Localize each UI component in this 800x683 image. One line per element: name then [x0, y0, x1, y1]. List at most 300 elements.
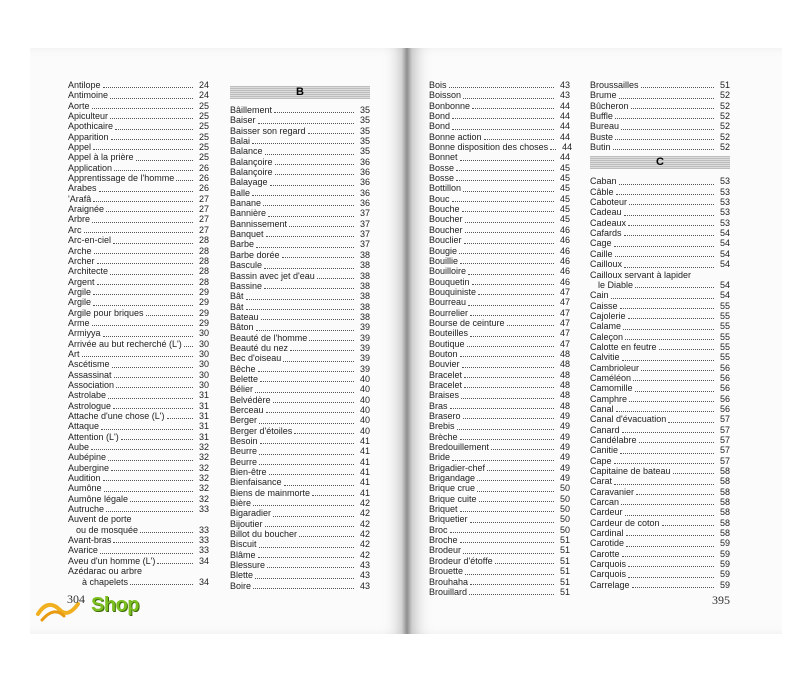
dot-leader — [450, 408, 554, 409]
index-term: Caille — [590, 248, 613, 259]
index-entry — [68, 442, 209, 452]
index-page-number: 27 — [198, 204, 209, 215]
index-page-number: 27 — [198, 214, 209, 225]
index-entry — [230, 136, 370, 146]
index-page-number: 25 — [198, 121, 209, 132]
dot-leader — [184, 346, 193, 347]
dot-leader — [622, 360, 714, 361]
dot-leader — [467, 346, 554, 347]
index-entry — [590, 121, 730, 131]
index-entry — [230, 239, 370, 249]
index-entry — [230, 260, 370, 270]
index-term: Bouquiniste — [429, 286, 477, 297]
index-entry — [68, 390, 209, 400]
index-page-number: 25 — [198, 152, 209, 163]
index-page-number: 32 — [198, 462, 209, 473]
index-term: Belette — [230, 373, 259, 384]
index-page-number: 25 — [198, 100, 209, 111]
index-term: Calotte en feutre — [590, 341, 657, 352]
index-entry — [429, 277, 570, 287]
dot-leader — [93, 149, 193, 150]
index-term: Bourrelier — [429, 307, 469, 318]
index-page-number: 46 — [559, 224, 570, 235]
index-entry — [429, 318, 570, 328]
index-page-number: 46 — [559, 235, 570, 246]
index-term: Bride — [429, 452, 451, 463]
index-entry — [68, 401, 209, 411]
index-page-number: 43 — [559, 80, 570, 90]
index-page-number: 52 — [719, 90, 730, 101]
index-entry — [590, 218, 730, 228]
index-entry — [68, 473, 209, 483]
index-entry — [230, 395, 370, 405]
dot-leader — [615, 118, 714, 119]
index-term: Bosse — [429, 173, 455, 184]
dot-leader — [274, 112, 354, 113]
dot-leader — [460, 439, 554, 440]
index-entry — [230, 271, 370, 281]
index-term: Cafards — [590, 228, 622, 239]
index-term: Balai — [230, 136, 251, 147]
index-page-number: 54 — [719, 228, 730, 239]
dot-leader — [270, 185, 354, 186]
index-page-number: 44 — [559, 121, 570, 132]
dot-leader — [668, 422, 714, 423]
index-entry — [429, 225, 570, 235]
index-entry — [68, 287, 209, 297]
dot-leader — [246, 299, 354, 300]
index-column-3 — [429, 80, 573, 597]
dot-leader — [260, 381, 354, 382]
index-entry — [230, 353, 370, 363]
index-term: Bouteilles — [429, 328, 469, 339]
index-entry — [429, 152, 570, 162]
dot-leader — [507, 325, 554, 326]
index-entry — [68, 80, 209, 90]
index-page-number: 31 — [198, 411, 209, 421]
index-entry — [590, 80, 730, 90]
index-page-number: 28 — [198, 276, 209, 287]
dot-leader — [289, 226, 354, 227]
dot-leader — [636, 494, 714, 495]
index-page-number: 47 — [559, 317, 570, 328]
dot-leader — [631, 108, 714, 109]
index-page-number: 57 — [719, 445, 730, 456]
index-term: Briquet — [429, 504, 458, 515]
index-page-number: 51 — [719, 80, 730, 90]
index-term: Boire — [230, 580, 252, 591]
dot-leader — [461, 398, 554, 399]
dot-leader — [246, 309, 354, 310]
index-entry — [429, 401, 570, 411]
index-page-number: 26 — [198, 173, 209, 184]
index-term: Appel à la prière — [68, 152, 134, 163]
index-term: Arrivée au but recherché (L') — [68, 338, 182, 349]
index-page-number: 40 — [359, 404, 370, 415]
index-entry — [590, 580, 730, 590]
index-term: Capitaine de bateau — [590, 466, 671, 477]
index-page-number: 29 — [198, 286, 209, 297]
index-page-number: 55 — [719, 331, 730, 342]
index-term: Candélabre — [590, 435, 637, 445]
index-term: Carrelage — [590, 579, 630, 590]
dot-leader — [465, 232, 554, 233]
index-entry — [429, 204, 570, 214]
index-page-number: 26 — [198, 162, 209, 173]
index-entry — [68, 452, 209, 462]
index-term: Cadeau — [590, 207, 622, 218]
index-entry — [68, 225, 209, 235]
index-entry — [230, 333, 370, 343]
index-term: Bond — [429, 111, 451, 122]
index-term: Apparition — [68, 131, 109, 142]
index-entry — [68, 132, 209, 142]
index-entry — [429, 587, 570, 597]
shop-logo-text: Shop — [91, 594, 139, 616]
index-page-number: 41 — [359, 477, 370, 488]
index-entry — [68, 494, 209, 504]
dot-leader — [84, 232, 194, 233]
dot-leader — [256, 330, 354, 331]
index-page-number: 59 — [719, 548, 730, 559]
index-page-number: 28 — [198, 255, 209, 266]
index-entry — [230, 188, 370, 198]
dot-leader — [620, 308, 714, 309]
index-page-number: 42 — [359, 498, 370, 509]
dot-leader — [626, 535, 714, 536]
index-page-number: 35 — [359, 125, 370, 136]
index-term: Bassine — [230, 280, 263, 291]
dot-leader — [619, 98, 714, 99]
index-page-number: 35 — [359, 136, 370, 147]
dot-leader — [265, 526, 354, 527]
index-term: Avant-bras — [68, 535, 112, 546]
index-entry — [230, 539, 370, 549]
dot-leader — [106, 211, 193, 212]
index-page-number: 39 — [359, 353, 370, 364]
index-page-number: 55 — [719, 341, 730, 352]
index-term: Broussailles — [590, 80, 639, 90]
index-term: Calame — [590, 321, 622, 332]
index-column-1 — [68, 80, 209, 587]
index-term: Camomille — [590, 383, 633, 394]
index-page-number: 35 — [359, 105, 370, 115]
dot-leader — [267, 567, 354, 568]
index-term: Astrologue — [68, 400, 112, 411]
index-entry — [590, 238, 730, 248]
index-page-number: 54 — [719, 290, 730, 301]
index-entry — [590, 207, 730, 217]
index-entry — [590, 290, 730, 300]
dot-leader — [121, 439, 193, 440]
index-entry — [68, 349, 209, 359]
index-term: Assassinat — [68, 369, 112, 380]
index-term: Broche — [429, 535, 458, 546]
index-page-number: 35 — [359, 115, 370, 126]
index-term: Argile — [68, 286, 92, 297]
index-term: Banquet — [230, 229, 264, 240]
index-term: Bouton — [429, 348, 458, 359]
index-page-number: 44 — [562, 142, 573, 153]
index-entry — [68, 266, 209, 276]
index-page-number: 46 — [559, 255, 570, 266]
index-page-number: 47 — [559, 297, 570, 308]
index-term: Bien-être — [230, 467, 267, 478]
index-page-number: 44 — [559, 131, 570, 142]
dot-leader — [111, 139, 193, 140]
index-page-number: 44 — [559, 111, 570, 122]
dot-leader — [110, 118, 193, 119]
index-page-number: 38 — [359, 280, 370, 291]
index-page-number: 51 — [559, 586, 570, 597]
dot-leader — [625, 339, 714, 340]
index-page-number: 25 — [198, 131, 209, 142]
index-entry — [590, 373, 730, 383]
index-term: Apprentissage de l'homme — [68, 173, 175, 184]
index-entry — [590, 249, 730, 259]
index-page-number: 31 — [198, 400, 209, 411]
dot-leader — [146, 315, 193, 316]
index-term: Argile pour briques — [68, 307, 144, 318]
dot-leader — [463, 191, 554, 192]
dot-leader — [465, 574, 554, 575]
index-entry — [230, 198, 370, 208]
index-entry — [429, 370, 570, 380]
dot-leader — [264, 268, 354, 269]
index-entry — [68, 173, 209, 183]
index-entry — [590, 259, 730, 269]
index-page-number: 30 — [198, 338, 209, 349]
index-term: Antilope — [68, 80, 101, 90]
index-term: Aubépine — [68, 452, 107, 463]
dot-leader — [130, 584, 193, 585]
index-term: Cain — [590, 290, 609, 301]
index-page-number: 33 — [198, 545, 209, 556]
index-entry — [68, 101, 209, 111]
index-term: Berger d'étoiles — [230, 425, 293, 436]
index-entry — [230, 426, 370, 436]
index-page-number: 55 — [719, 352, 730, 363]
index-term: Cadeaux — [590, 217, 627, 228]
dot-leader — [92, 325, 193, 326]
dot-leader — [115, 129, 193, 130]
index-entry — [429, 545, 570, 555]
dot-leader — [266, 412, 354, 413]
index-term: Billot du boucher — [230, 529, 298, 540]
index-entry — [590, 342, 730, 352]
index-term: Brouette — [429, 566, 464, 577]
index-entry — [68, 566, 209, 576]
index-term: Brasero — [429, 411, 461, 421]
index-term: Aorte — [68, 100, 90, 111]
index-term: Caravanier — [590, 486, 635, 497]
dot-leader — [615, 256, 714, 257]
dot-leader — [470, 584, 554, 585]
index-page-number: 48 — [559, 369, 570, 380]
index-column-2 — [230, 86, 370, 591]
index-entry — [590, 363, 730, 373]
index-page-number: 47 — [559, 286, 570, 297]
index-term: Audition — [68, 473, 101, 484]
index-term: Cage — [590, 238, 612, 249]
index-term: Bougie — [429, 245, 458, 256]
dot-leader — [100, 553, 193, 554]
index-term: Bâton — [230, 322, 254, 333]
index-entry — [590, 507, 730, 517]
letter-header-c: C — [590, 156, 730, 169]
index-term: Cardeur — [590, 507, 623, 518]
index-term: Beauté du nez — [230, 342, 289, 353]
dot-leader — [114, 377, 193, 378]
index-term: Cailloux servant à lapider — [590, 269, 692, 280]
index-page-number: 45 — [559, 193, 570, 204]
index-page-number: 32 — [198, 493, 209, 504]
index-entry — [68, 577, 209, 587]
index-term: Bannissement — [230, 218, 288, 229]
dot-leader — [273, 516, 354, 517]
index-entry — [68, 235, 209, 245]
index-term: Brique cuite — [429, 493, 477, 504]
dot-leader — [456, 170, 554, 171]
index-term: Bureau — [590, 121, 620, 132]
dot-leader — [468, 274, 554, 275]
index-entry — [68, 111, 209, 121]
index-page-number: 38 — [359, 291, 370, 302]
dot-leader — [103, 480, 193, 481]
index-page-number: 52 — [719, 100, 730, 111]
dot-leader — [459, 253, 554, 254]
index-term: Briquetier — [429, 514, 468, 525]
dot-leader — [283, 361, 354, 362]
index-term: Brume — [590, 90, 617, 101]
index-page-number: 36 — [359, 187, 370, 198]
index-page-number: 42 — [359, 508, 370, 519]
book-spine — [402, 48, 412, 634]
dot-leader — [273, 402, 354, 403]
index-page-number: 38 — [359, 260, 370, 271]
index-entry — [68, 204, 209, 214]
dot-leader — [258, 123, 354, 124]
index-page-number: 32 — [198, 442, 209, 453]
index-term: Auvent de porte — [68, 514, 132, 525]
index-page-number: 56 — [719, 403, 730, 414]
dot-leader — [479, 501, 554, 502]
index-entry — [590, 197, 730, 207]
index-entry — [68, 163, 209, 173]
index-entry — [68, 514, 209, 524]
index-term: Berceau — [230, 404, 264, 415]
index-term: Cape — [590, 455, 612, 466]
index-entry — [68, 483, 209, 493]
index-entry — [590, 518, 730, 528]
index-page-number: 53 — [719, 207, 730, 218]
index-entry — [68, 90, 209, 100]
index-page-number: 24 — [198, 90, 209, 101]
page-number-right: 395 — [712, 593, 730, 607]
index-page-number: 52 — [719, 142, 730, 153]
index-term: Barbe dorée — [230, 249, 280, 260]
index-term: Astrolabe — [68, 390, 107, 401]
index-term: Bec d'oiseau — [230, 353, 282, 364]
index-term: Caisse — [590, 300, 618, 311]
index-page-number: 39 — [359, 342, 370, 353]
index-page-number: 30 — [198, 348, 209, 359]
index-page-number: 30 — [198, 379, 209, 390]
index-entry — [429, 328, 570, 338]
index-term: Cardeur de coton — [590, 517, 660, 528]
index-page-number: 30 — [198, 359, 209, 370]
index-term: Canitie — [590, 445, 619, 456]
index-entry — [590, 476, 730, 486]
dot-leader — [261, 319, 354, 320]
index-page-number: 49 — [559, 473, 570, 484]
index-page-number: 47 — [559, 307, 570, 318]
index-page-number: 25 — [198, 142, 209, 153]
dot-leader — [611, 298, 714, 299]
index-page-number: 45 — [559, 162, 570, 173]
dot-leader — [110, 98, 193, 99]
index-page-number: 32 — [198, 473, 209, 484]
index-term: Blessure — [230, 560, 266, 571]
index-entry — [429, 473, 570, 483]
index-term: Ascétisme — [68, 359, 110, 370]
index-term: Balançoire — [230, 167, 273, 178]
index-term: Bouquetin — [429, 276, 470, 287]
index-term: Arabes — [68, 183, 97, 194]
dot-leader — [673, 473, 714, 474]
dot-leader — [463, 553, 554, 554]
dot-leader — [462, 367, 554, 368]
index-term: Balle — [230, 187, 251, 198]
dot-leader — [94, 253, 193, 254]
index-term: à chapelets — [82, 576, 129, 587]
index-page-number: 56 — [719, 383, 730, 394]
index-entry — [429, 442, 570, 452]
dot-leader — [265, 154, 354, 155]
dot-leader — [113, 542, 193, 543]
index-page-number: 37 — [359, 208, 370, 219]
index-entry — [590, 280, 730, 290]
index-term: Antimoine — [68, 90, 109, 101]
index-entry — [230, 281, 370, 291]
index-page-number: 50 — [559, 524, 570, 535]
index-term: Bière — [230, 498, 252, 509]
index-page-number: 45 — [559, 183, 570, 194]
index-entry — [429, 194, 570, 204]
index-entry — [429, 535, 570, 545]
dot-leader — [464, 243, 554, 244]
index-term: Brique crue — [429, 483, 476, 494]
dot-leader — [452, 201, 554, 202]
index-entry — [590, 394, 730, 404]
dot-leader — [101, 429, 193, 430]
dot-leader — [457, 429, 554, 430]
index-entry — [590, 383, 730, 393]
index-entry — [68, 380, 209, 390]
dot-leader — [176, 180, 193, 181]
index-term: Balayage — [230, 177, 268, 188]
index-term: Braises — [429, 390, 460, 401]
index-term: Balance — [230, 146, 263, 157]
index-term: Aveu d'un homme (L') — [68, 555, 156, 566]
dot-leader — [253, 505, 354, 506]
index-entry — [230, 415, 370, 425]
index-page-number: 38 — [359, 249, 370, 260]
index-entry — [429, 483, 570, 493]
index-term: Calvitie — [590, 352, 620, 363]
index-entry — [429, 121, 570, 131]
index-term: Aumône légale — [68, 493, 129, 504]
